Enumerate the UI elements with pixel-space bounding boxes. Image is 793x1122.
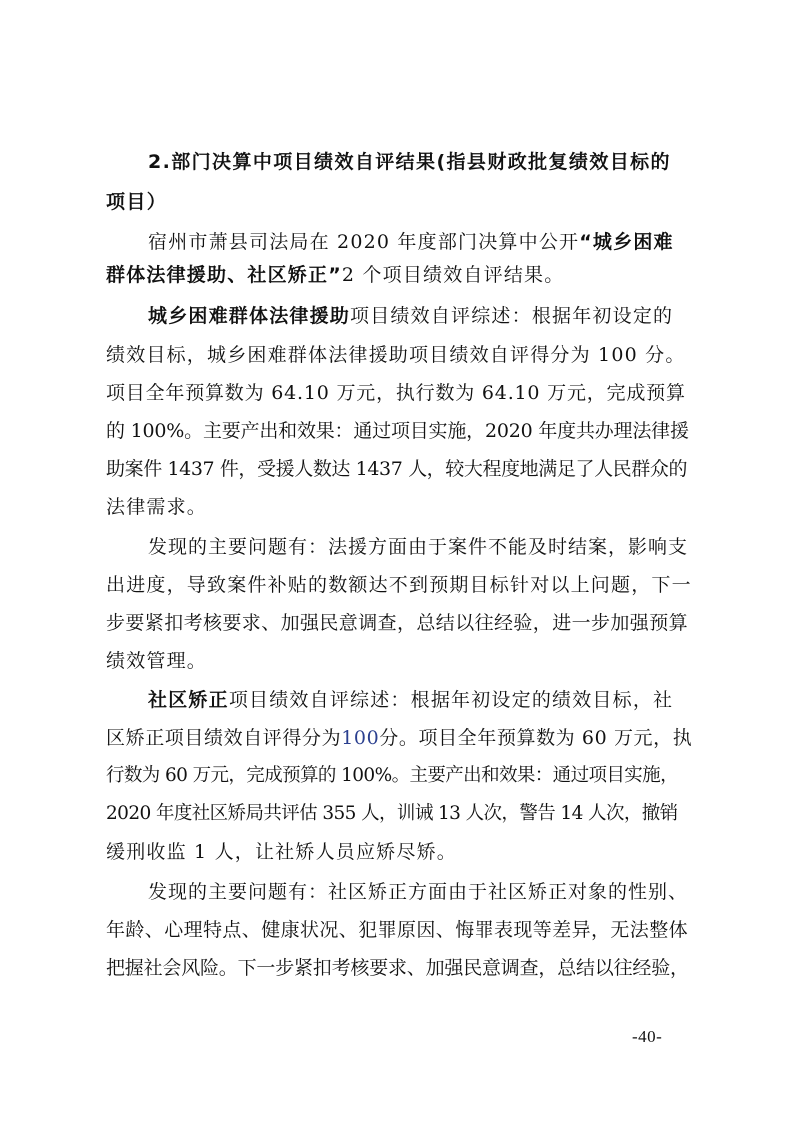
intro-text: 宿州市萧县司法局在 2020 年度部门决算中公开: [148, 231, 580, 253]
legal-aid-text: 项目绩效自评综述：根据年初设定的: [350, 305, 674, 327]
community-correction-line-1: [148, 688, 673, 712]
legal-aid-issues-text-3: 步要紧扣考核要求、加强民意调查，总结以往经验，进一步加强预算: [106, 612, 689, 634]
community-correction-text-2b: 分。项目全年预算数为 60 万元，执: [379, 727, 693, 749]
legal-aid-title: 城乡困难群体法律援助: [148, 305, 351, 327]
legal-aid-line-6: [106, 495, 207, 519]
community-correction-text-3: 行数为 60 万元，完成预算的 100%。主要产出和效果：通过项目实施，: [106, 765, 678, 786]
community-correction-issues-text-2: 年龄、心理特点、健康状况、犯罪原因、悔罪表现等差异，无法整体: [106, 919, 689, 941]
community-correction-text-2a: 区矫正项目绩效自评得分为: [106, 727, 342, 749]
legal-aid-text-5: 助案件 1437 件，受援人数达 1437 人，较大程度地满足了人民群众的: [106, 458, 688, 480]
legal-aid-issues-text-4: 绩效管理。: [106, 650, 208, 672]
community-correction-line-2: [106, 726, 692, 750]
page-number: -40-: [632, 1027, 663, 1046]
community-correction-line-3: [106, 764, 678, 788]
intro-text-continued: 2 个项目绩效自评结果。: [341, 264, 565, 286]
community-correction-issues-text-3: 把握社会风险。下一步紧扣考核要求、加强民意调查，总结以往经验，: [106, 957, 689, 979]
legal-aid-line-4: [106, 419, 689, 443]
legal-aid-issues-text-2: 出进度，导致案件补贴的数额达不到预期目标针对以上问题，下一: [106, 574, 692, 596]
legal-aid-text-2: 绩效目标，城乡困难群体法律援助项目绩效自评得分为 100 分。: [106, 344, 686, 366]
legal-aid-issues-line-2: [106, 573, 692, 597]
legal-aid-line-5: [106, 457, 687, 481]
legal-aid-issues-line-3: [106, 611, 688, 635]
legal-aid-text-6: 法律需求。: [106, 496, 208, 518]
project-names-bold: “城乡困难: [579, 231, 674, 253]
legal-aid-issues-line-1: [148, 535, 688, 559]
community-correction-line-4: [106, 802, 678, 826]
community-correction-score: 100: [341, 727, 380, 749]
section-heading-line-2: [106, 190, 167, 214]
community-correction-text-4: 2020 年度社区矫局共评估 355 人，训诫 13 人次，警告 14 人次，撤销: [106, 803, 678, 824]
section-heading-text: 2.部门决算中项目绩效自评结果(指县财政批复绩效目标的: [148, 151, 671, 173]
community-correction-issues-line-3: [106, 956, 689, 980]
section-heading-text-continued: 项目）: [106, 191, 168, 213]
community-correction-text: 项目绩效自评综述：根据年初设定的绩效目标，社: [228, 689, 674, 711]
intro-line-1: [148, 230, 674, 254]
legal-aid-line-2: [106, 343, 686, 367]
project-names-bold-continued: 群体法律援助、社区矫正”: [106, 264, 342, 286]
community-correction-line-5: [106, 840, 457, 864]
legal-aid-text-3: 项目全年预算数为 64.10 万元，执行数为 64.10 万元，完成预算: [106, 382, 686, 404]
legal-aid-issues-text-1: 发现的主要问题有：法援方面由于案件不能及时结案，影响支: [148, 536, 689, 558]
legal-aid-line-3: [106, 381, 686, 405]
community-correction-text-5: 缓刑收监 1 人，让社矫人员应矫尽矫。: [106, 841, 457, 863]
community-correction-issues-text-1: 发现的主要问题有：社区矫正方面由于社区矫正对象的性别、: [148, 881, 689, 903]
community-correction-issues-line-1: [148, 880, 688, 904]
intro-line-2: [106, 263, 564, 287]
legal-aid-text-4: 的 100%。主要产出和效果：通过项目实施，2020 年度共办理法律援: [106, 420, 689, 442]
legal-aid-issues-line-4: [106, 649, 207, 673]
legal-aid-line-1: [148, 304, 673, 328]
section-heading-line-1: [148, 150, 671, 174]
community-correction-issues-line-2: [106, 918, 688, 942]
community-correction-title: 社区矫正: [148, 689, 229, 711]
